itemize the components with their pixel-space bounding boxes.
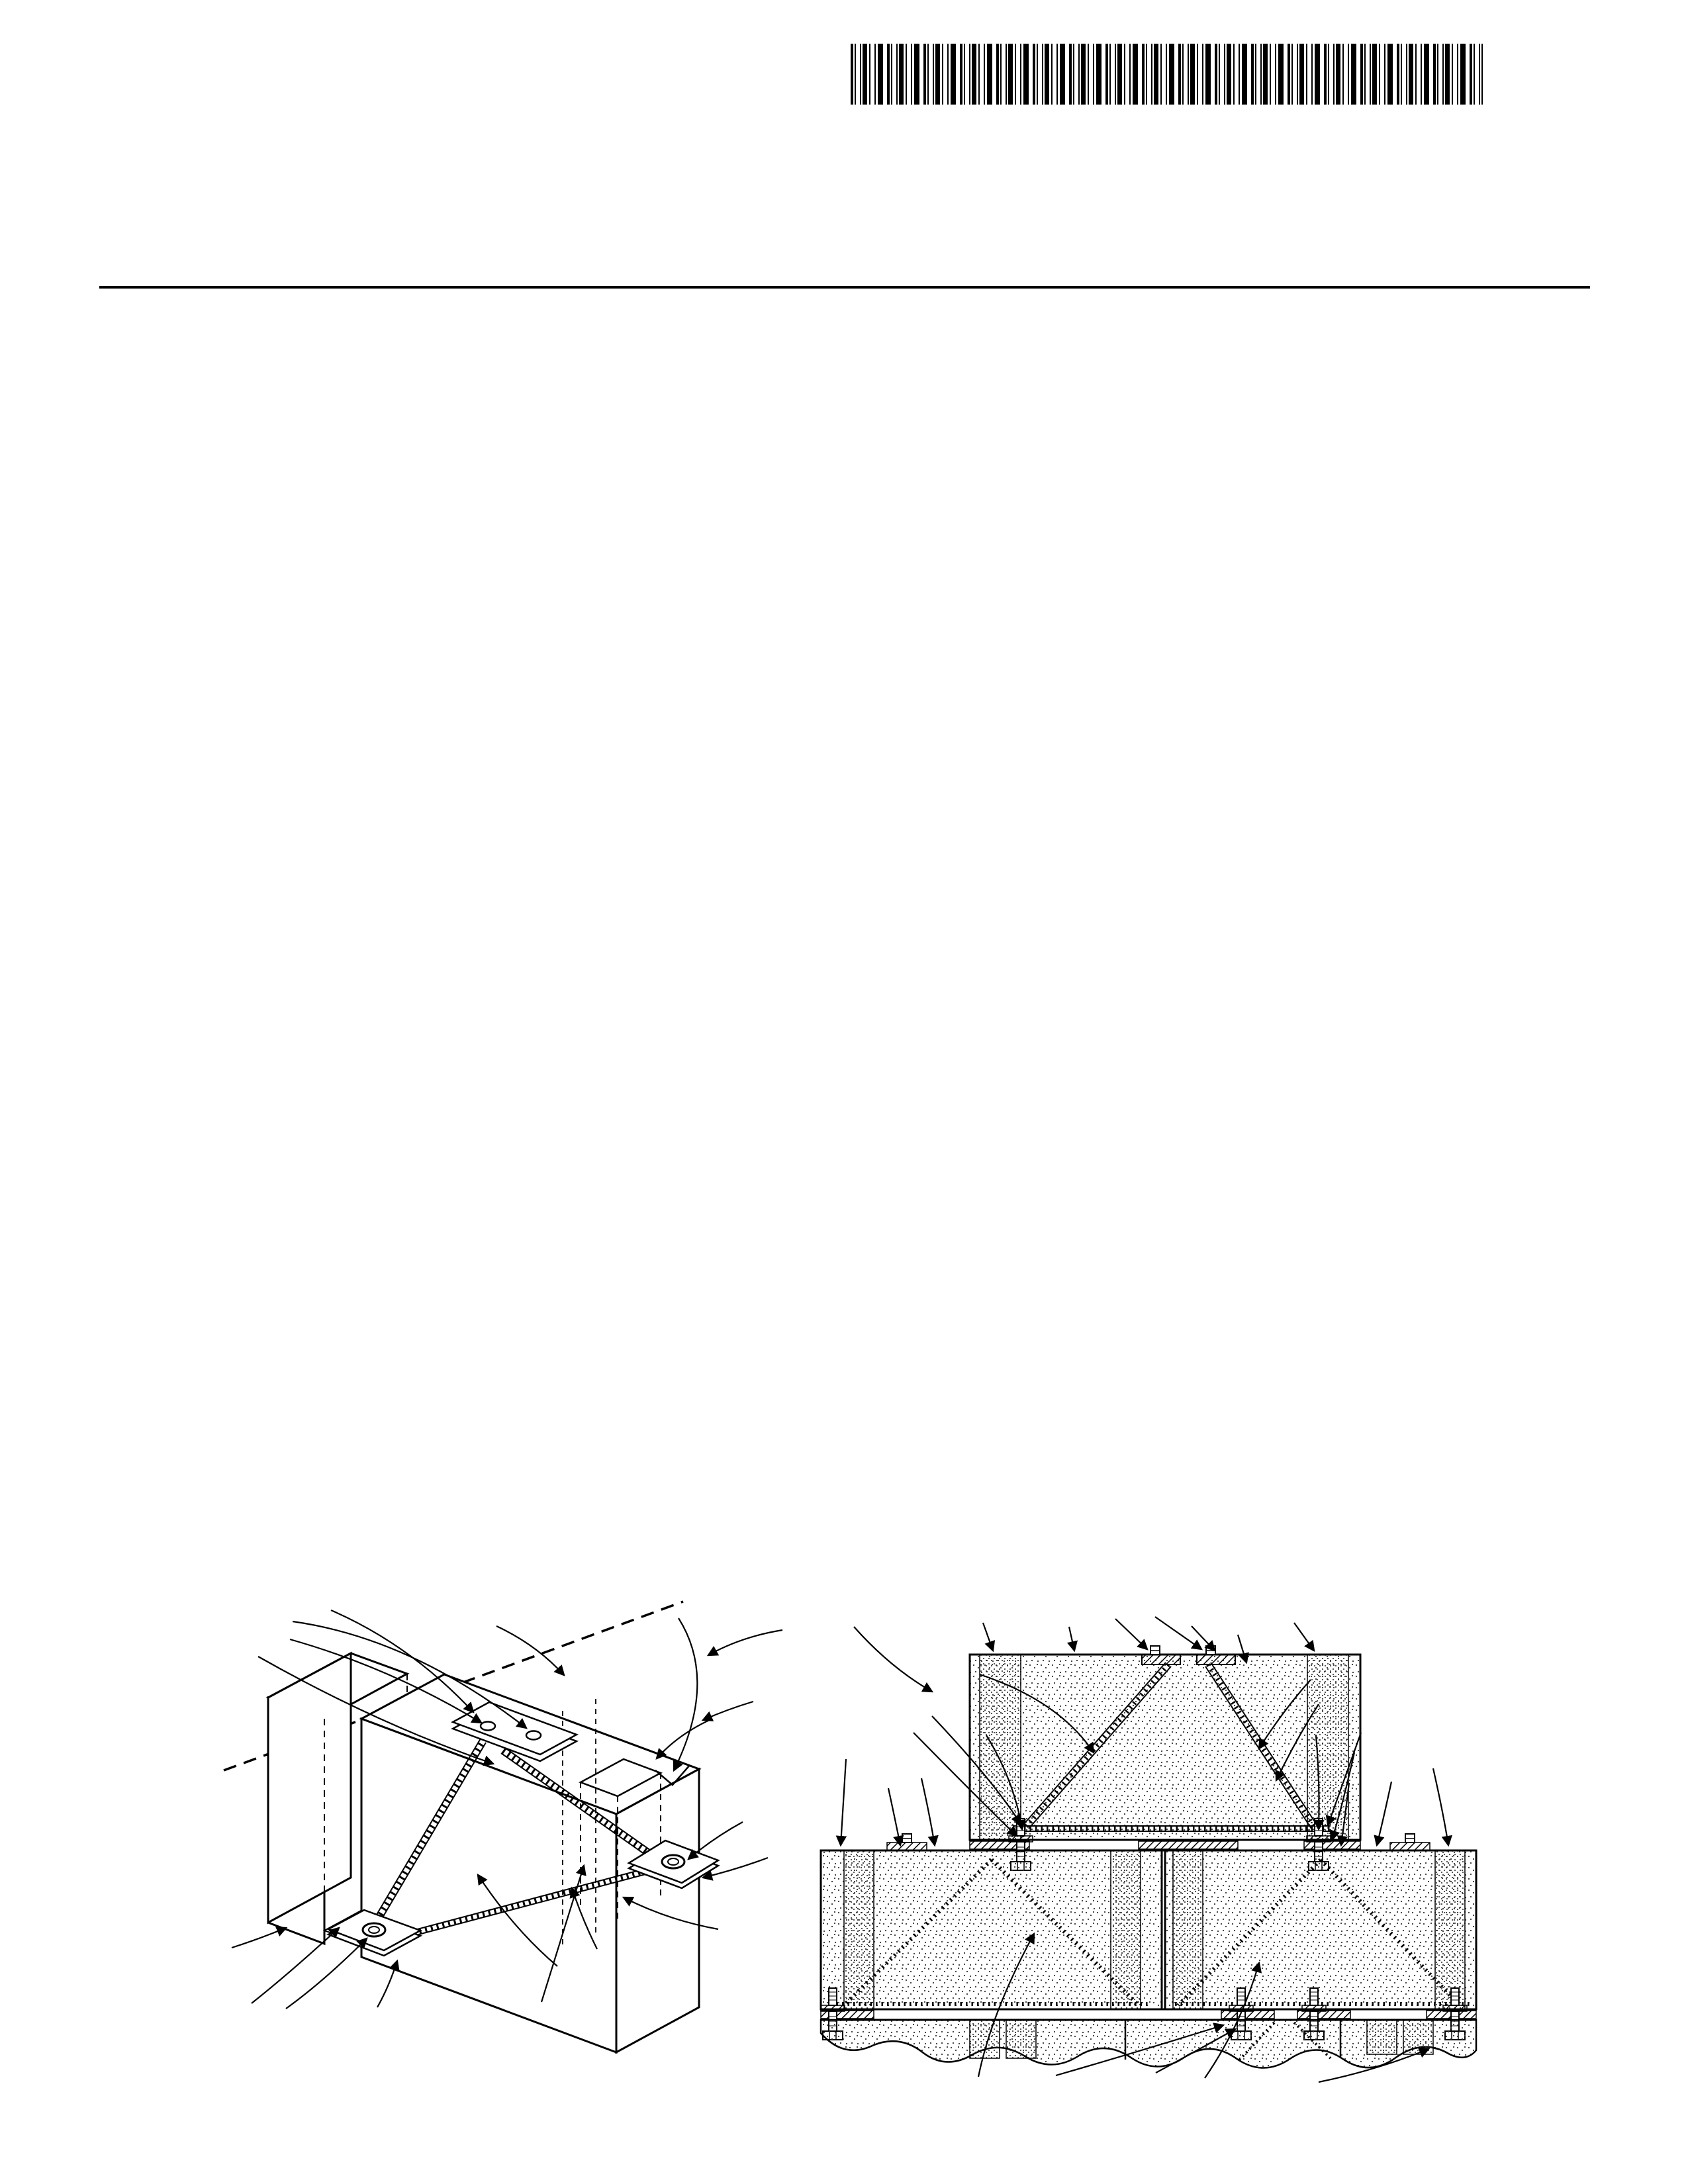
- figure-isometric-block: [192, 1552, 808, 2068]
- figure-wall-section-drawing: [781, 1562, 1582, 2098]
- figure-wall-section: [781, 1562, 1582, 2098]
- barcode-image: [851, 44, 1483, 105]
- header-divider: [99, 286, 1590, 289]
- figure-isometric-drawing: [192, 1552, 808, 2068]
